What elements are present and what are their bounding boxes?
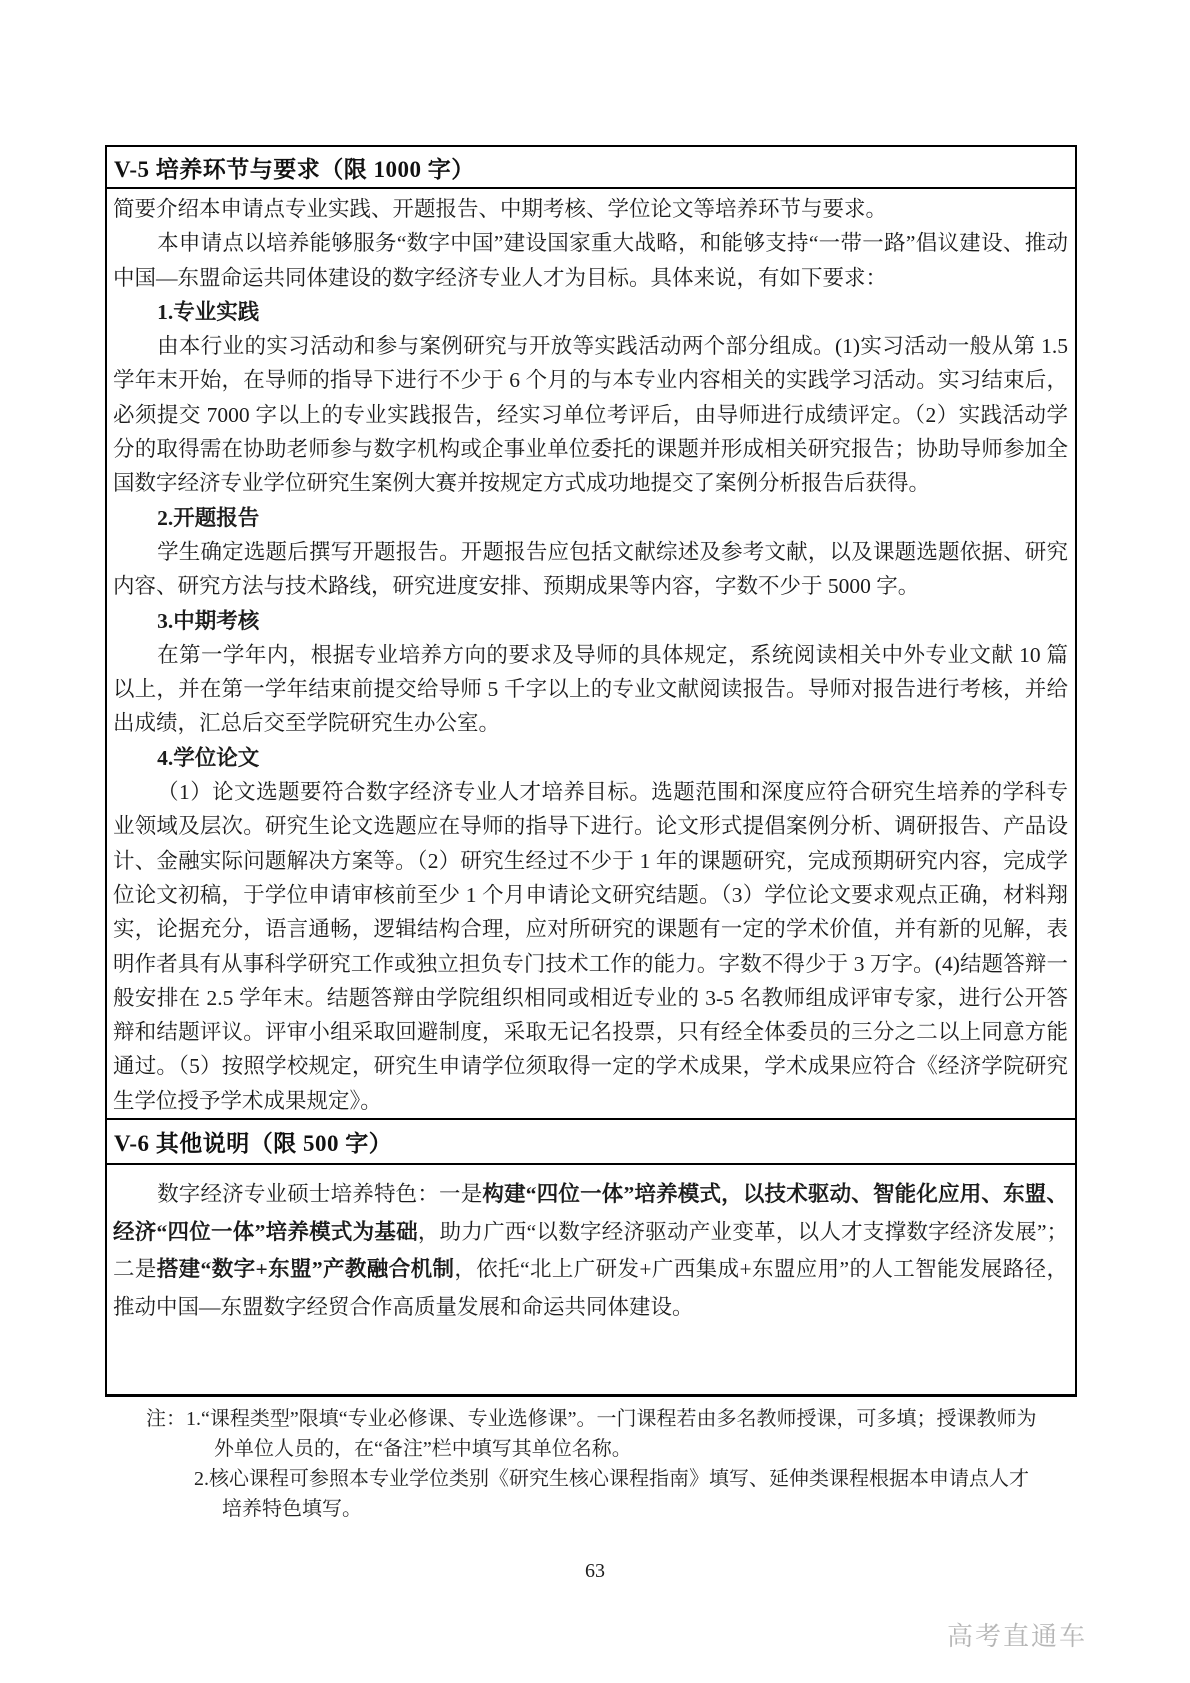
v5-paragraph: 学生确定选题后撰写开题报告。开题报告应包括文献综述及参考文献，以及课题选题依据、研究内容、研究方法与技术路线，研究进度安排、预期成果等内容，字数不少于 5000 字。 bbox=[113, 539, 1068, 599]
v6-run-bold: 搭建“数字+东盟”产教融合机制 bbox=[156, 1257, 455, 1281]
v6-run-normal: ，助力广西“以数字经济驱动产业变革，以人才支撑数字经济发展”；二是 bbox=[113, 1219, 1068, 1281]
v6-run-normal: ，依托“北上广研发+广西集成+东盟应用”的人工智能发展路径，推动中国—东盟数字经贸合作高质量发展和命运共同体建设。 bbox=[113, 1257, 1068, 1319]
page-number: 63 bbox=[585, 1560, 605, 1582]
footnote-item: 1.“课程类型”限填“专业必修课、专业选修课”。一门课程若由多名教师授课，可多填；授课教师为外单位人员的，在“备注”栏中填写其单位名称。 bbox=[186, 1408, 1037, 1460]
footnotes-content bbox=[186, 1404, 1046, 1524]
v6-paragraph bbox=[113, 1176, 1068, 1326]
v5-heading-1: 1.专业实践 bbox=[157, 299, 260, 324]
v6-run-bold: 构建“四位一体”培养模式，以技术驱动、智能化应用、东盟、经济“四位一体”培养模式为基础 bbox=[113, 1182, 1068, 1244]
watermark-logo: 高考直通车 bbox=[946, 1621, 1087, 1651]
section-v6-header bbox=[107, 1118, 1075, 1165]
footnote-item: 2.核心课程可参照本专业学位类别《研究生核心课程指南》填写、延伸类课程根据本申请点人才培养特色填写。 bbox=[194, 1468, 1029, 1520]
section-v5-title: V-5 培养环节与要求（限 1000 字） bbox=[114, 156, 475, 182]
v5-heading-3: 3.中期考核 bbox=[157, 608, 260, 633]
v5-paragraph: 在第一学年内，根据专业培养方向的要求及导师的具体规定，系统阅读相关中外专业文献 10 篇以上，并在第一学年结束前提交给导师 5 千字以上的专业文献阅读报告。导师对报告进行考核，并给出成绩，汇总后交至学院研究生办公室。 bbox=[113, 642, 1068, 736]
v5-heading-4: 4.学位论文 bbox=[157, 745, 260, 770]
section-v6-title: V-6 其他说明（限 500 字） bbox=[114, 1131, 393, 1156]
section-v6-body bbox=[107, 1165, 1075, 1394]
form-table bbox=[105, 145, 1077, 1397]
section-v5-header bbox=[107, 147, 1075, 189]
v5-heading-2: 2.开题报告 bbox=[157, 505, 260, 530]
v5-paragraph: 由本行业的实习活动和参与案例研究与开放等实践活动两个部分组成。(1)实习活动一般从第 1.5 学年末开始，在导师的指导下进行不少于 6 个月的与本专业内容相关的实践学习活动。实习结束后，必须提交 7000 字以上的专业实践报告，经实习单位考评后，由导师进行成绩评定。（2）实践活动学分的取得需在协助老师参与数字机构或企事业单位委托的课题并形成相关研究报告；协助导师参加全国数字经济专业学位研究生案例大赛并按规定方式成功地提交了案例分析报告后获得。 bbox=[113, 334, 1068, 496]
v6-run-normal: 数字经济专业硕士培养特色：一是 bbox=[157, 1182, 483, 1206]
v5-paragraph: 本申请点以培养能够服务“数字中国”建设国家重大战略，和能够支持“一带一路”倡议建设、推动中国—东盟命运共同体建设的数字经济专业人才为目标。具体来说，有如下要求： bbox=[113, 231, 1068, 290]
v5-paragraph: （1）论文选题要符合数字经济专业人才培养目标。选题范围和深度应符合研究生培养的学科专业领域及层次。研究生论文选题应在导师的指导下进行。论文形式提倡案例分析、调研报告、产品设计、金融实际问题解决方案等。（2）研究生经过不少于 1 年的课题研究，完成预期研究内容，完成学位论文初稿，于学位申请审核前至少 1 个月申请论文研究结题。（3）学位论文要求观点正确，材料翔实，论据充分，语言通畅，逻辑结构合理，应对所研究的课题有一定的学术价值，并有新的见解，表明作者具有从事科学研究工作或独立担负专门技术工作的能力。字数不得少于 3 万字。(4)结题答辩一般安排在 2.5 学年末。结题答辩由学院组织相同或相近专业的 3-5 名教师组成评审专家，进行公开答辩和结题评议。评审小组采取回避制度，采取无记名投票，只有经全体委员的三分之二以上同意方能通过。（5）按照学校规定，研究生申请学位须取得一定的学术成果，学术成果应符合《经济学院研究生学位授予学术成果规定》。 bbox=[113, 780, 1068, 1113]
section-v5-body bbox=[107, 189, 1075, 1118]
footnotes-label: 注： bbox=[146, 1408, 186, 1430]
v5-intro-line: 简要介绍本申请点专业实践、开题报告、中期考核、学位论文等培养环节与要求。 bbox=[113, 197, 888, 221]
footnotes bbox=[146, 1404, 1046, 1524]
